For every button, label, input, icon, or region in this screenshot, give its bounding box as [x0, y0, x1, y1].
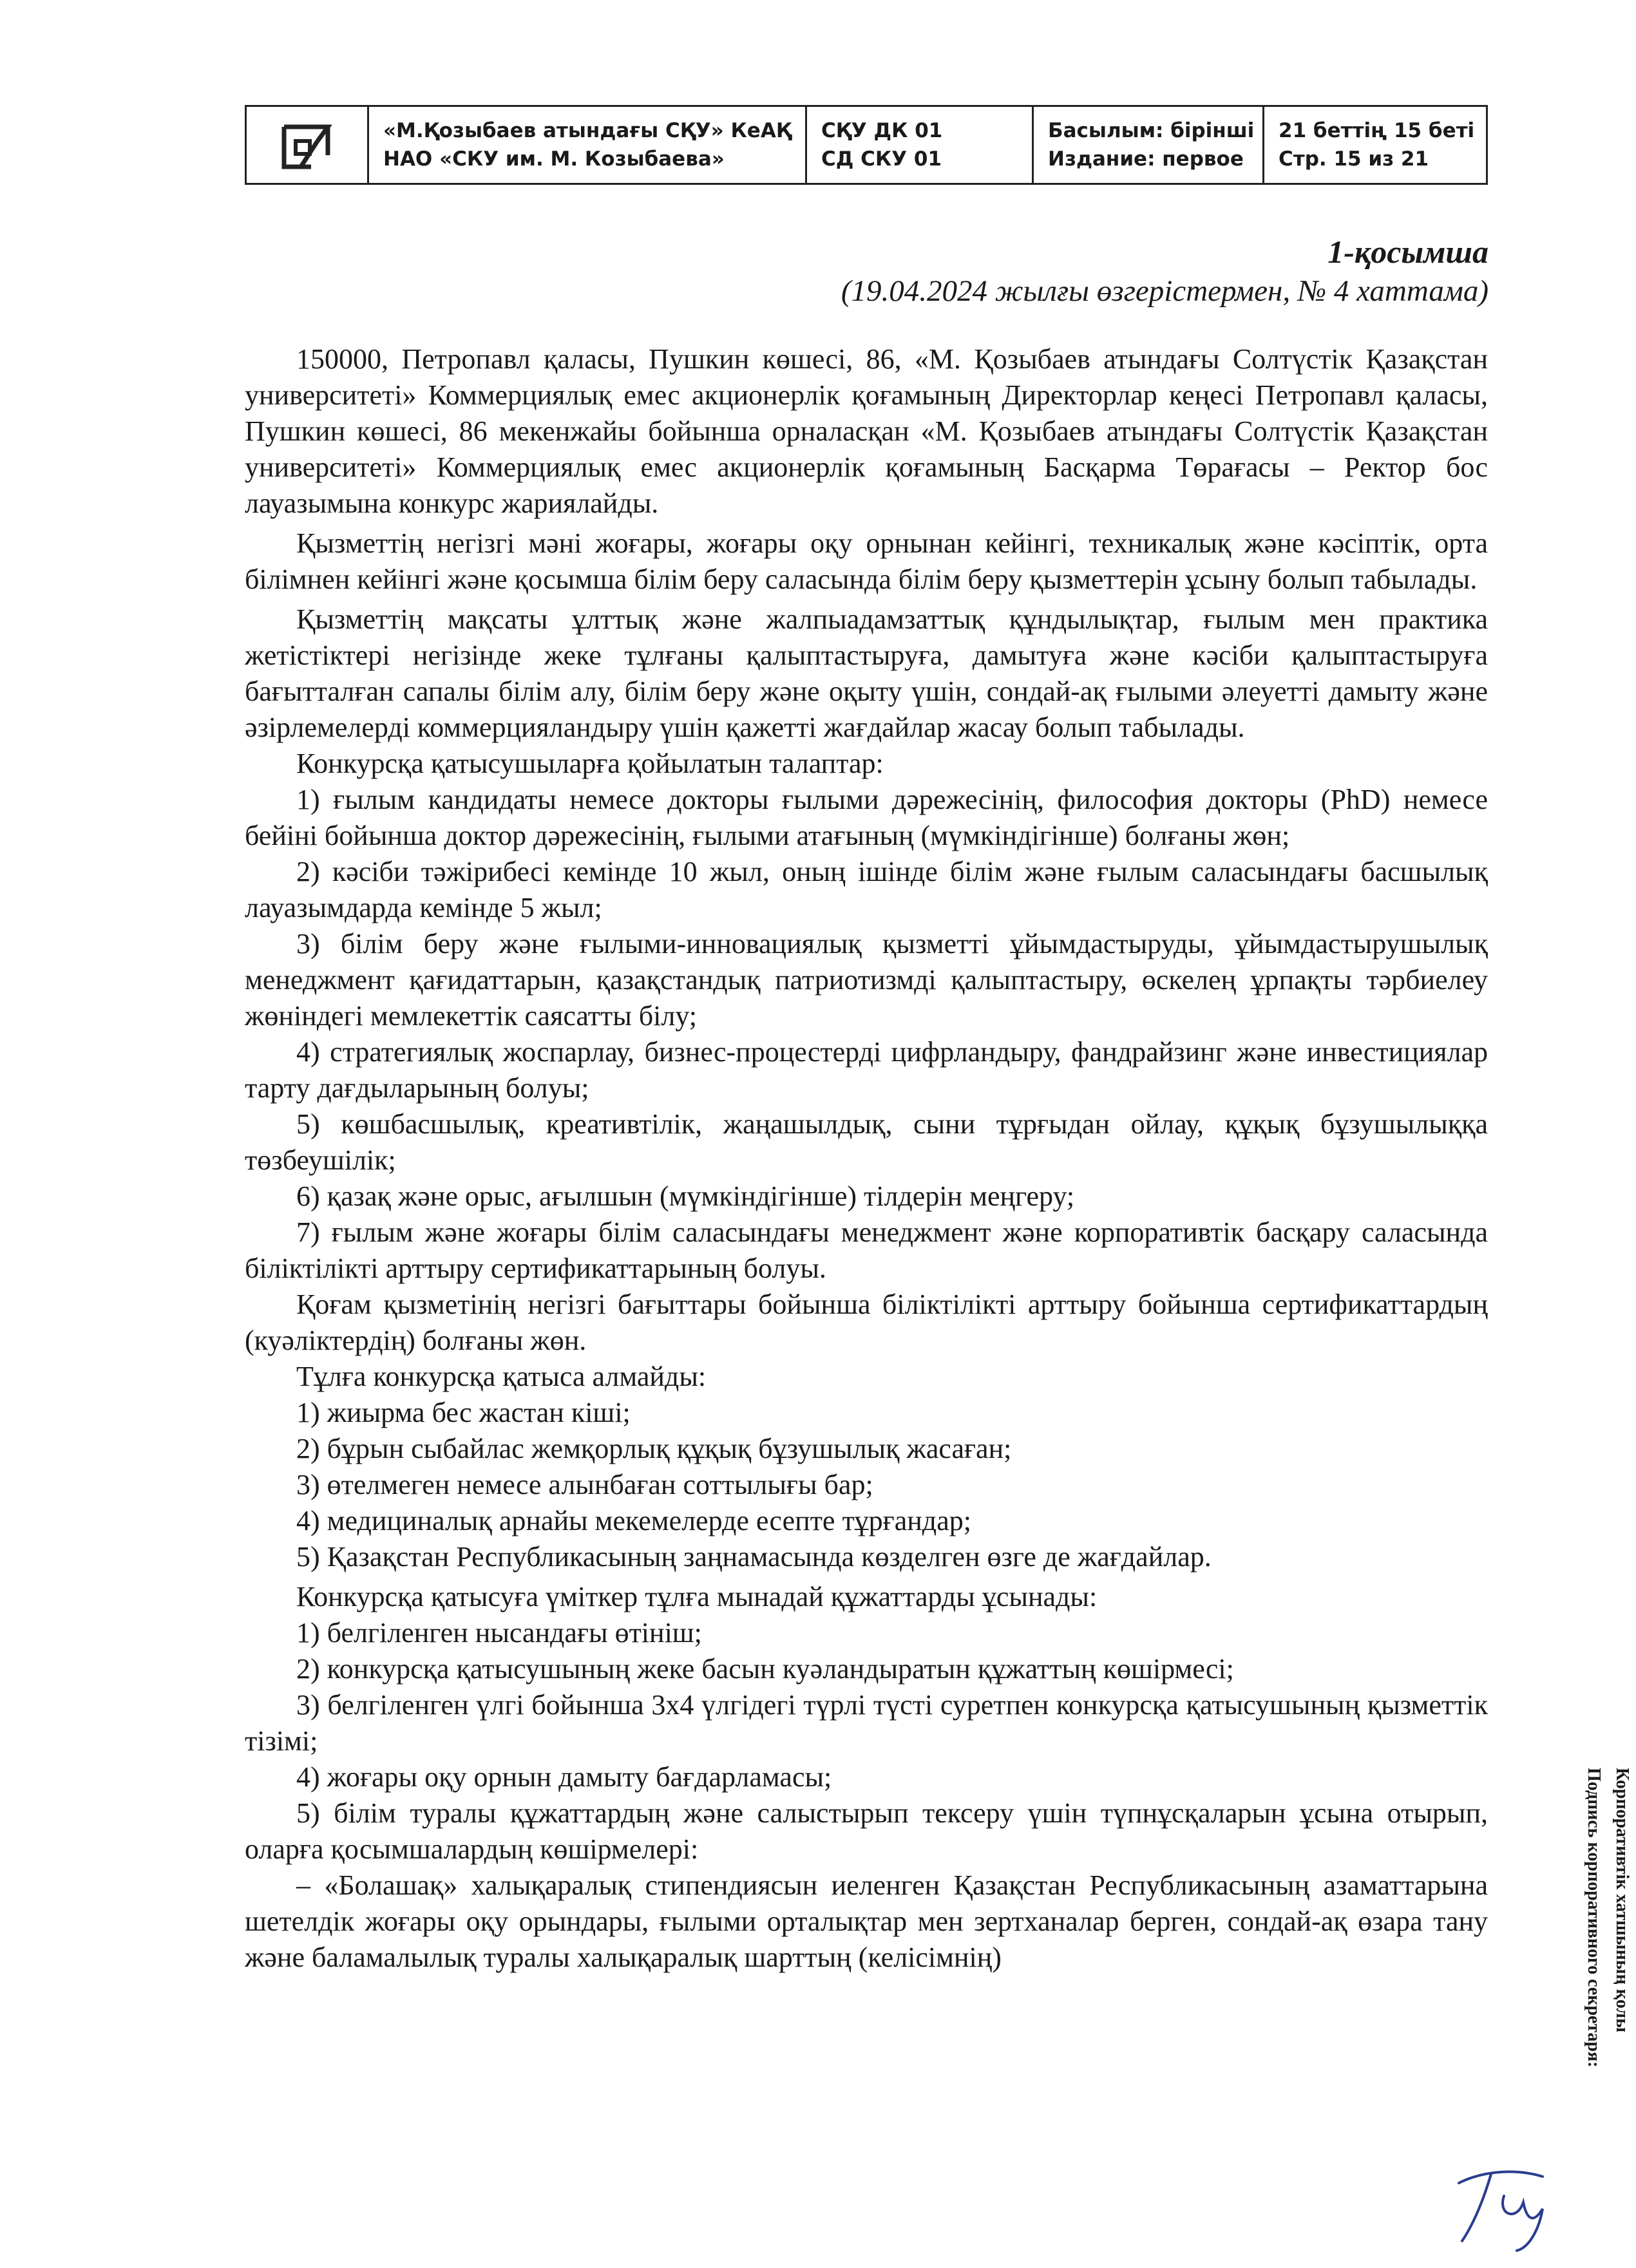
list-item-dash: – «Болашақ» халықаралық стипендиясын иеленген Қазақстан Республикасының азаматтарына шетелдік жоғары оқу орындары, ғылыми орталықтар мен зертханалар берген, сондай-ақ өзара тану және баламалылық туралы халықаралық шарттың (келісімнің) [245, 1869, 1488, 1973]
secretary-caption-kz: Корпоративтік хатшының қолы [1612, 1768, 1632, 2033]
annex-title: 1-қосымша [1327, 234, 1489, 270]
documents-heading: Конкурсқа қатысуға үміткер тұлға мынадай құжаттарды ұсынады: [296, 1581, 1098, 1612]
document-code-kz: СҚУ ДК 01 [821, 119, 943, 142]
list-item: 1) ғылым кандидаты немесе докторы ғылыми дәрежесінің, философия докторы (PhD) немесе бейіні бойынша доктор дәрежесінің, ғылыми атағының (мүмкіндігінше) болғаны жөн; [245, 784, 1488, 851]
secretary-caption-ru: Подпись корпоративного секретаря: [1584, 1768, 1604, 2068]
secretary-signature-caption [1559, 1768, 1636, 2068]
paragraph-announcement: 150000, Петропавл қаласы, Пушкин көшесі, 86, «М. Қозыбаев атындағы Солтүстік Қазақстан университеті» Коммерциялық емес акционерлік қоғамының Директорлар кеңесі Петропавл қаласы, Пушкин көшесі, 86 мекенжайы бойынша орналасқан «М. Қозыбаев атындағы Солтүстік Қазақстан университеті» Коммерциялық емес акционерлік қоғамының Басқарма Төрағасы – Ректор бос лауазымына конкурс жариялайды. [245, 343, 1488, 519]
list-item: 4) медициналық арнайы мекемелерде есепте тұрғандар; [296, 1505, 971, 1536]
edition-cell [1034, 107, 1264, 183]
annex-subtitle: (19.04.2024 жылғы өзгерістермен, № 4 хаттама) [841, 274, 1489, 308]
requirements-heading: Конкурсқа қатысушыларға қойылатын талаптар: [296, 748, 884, 779]
university-logo-icon [278, 115, 337, 175]
exclusions-heading: Тұлға конкурсқа қатыса алмайды: [296, 1361, 707, 1392]
document-body [245, 341, 1488, 1976]
document-header-table [245, 105, 1488, 185]
list-item: 6) қазақ және орыс, ағылшын (мүмкіндігінше) тілдерін меңгеру; [296, 1180, 1075, 1212]
list-item: 5) Қазақстан Республикасының заңнамасында көзделген өзге де жағдайлар. [296, 1541, 1212, 1573]
handwritten-signature-icon [1446, 2157, 1562, 2254]
edition-ru: Издание: первое [1048, 147, 1244, 171]
list-item: 3) өтелмеген немесе алынбаған соттылығы бар; [296, 1469, 873, 1500]
page-number-ru: Стр. 15 из 21 [1279, 147, 1429, 171]
list-item: 4) стратегиялық жоспарлау, бизнес-процестерді цифрландыру, фандрайзинг және инвестициялар тарту дағдыларының болуы; [245, 1036, 1488, 1104]
list-item: 5) білім туралы құжаттардың және салыстырып тексеру үшін түпнұсқаларын ұсына отырып, оларға қосымшалардың көшірмелері: [245, 1797, 1488, 1865]
list-item: 1) жиырма бес жастан кіші; [296, 1397, 631, 1428]
list-item: 3) белгіленген үлгі бойынша 3х4 үлгідегі түрлі түсті суретпен конкурсқа қатысушының қызметтік тізімі; [245, 1689, 1488, 1757]
document-code-ru: СД СКУ 01 [821, 147, 942, 171]
organization-name-kz: «М.Қозыбаев атындағы СҚУ» КеАҚ [383, 119, 792, 142]
list-item: 7) ғылым және жоғары білім саласындағы менеджмент және корпоративтік басқару саласында біліктілікті арттыру сертификаттарының болуы. [245, 1216, 1488, 1284]
paragraph-certificates: Қоғам қызметінің негізгі бағыттары бойынша біліктілікті арттыру бойынша сертификаттардың (куәліктердің) болғаны жөн. [245, 1289, 1488, 1356]
page-number-kz: 21 беттің 15 беті [1279, 119, 1475, 142]
organization-cell [369, 107, 807, 183]
paragraph-activity-subject: Қызметтің негізгі мәні жоғары, жоғары оқу орнынан кейінгі, техникалық және кәсіптік, орта білімнен кейінгі және қосымша білім беру саласында білім беру қызметтерін ұсыну болып табылады. [245, 527, 1488, 595]
logo-cell [247, 107, 369, 183]
document-code-cell [807, 107, 1034, 183]
organization-name-ru: НАО «СКУ им. М. Козыбаева» [383, 147, 725, 171]
page-number-cell [1264, 107, 1486, 183]
list-item: 1) белгіленген нысандағы өтініш; [296, 1617, 702, 1649]
list-item: 5) көшбасшылық, креативтілік, жаңашылдық, сыни тұрғыдан ойлау, құқық бұзушылыққа төзбеушілік; [245, 1108, 1488, 1176]
list-item: 3) білім беру және ғылыми-инновациялық қызметті ұйымдастыруды, ұйымдастырушылық менеджмент қағидаттарын, қазақстандық патриотизмді қалыптастыру, өскелең ұрпақты тәрбиелеу жөніндегі мемлекеттік саясатты білу; [245, 928, 1488, 1032]
list-item: 2) кәсіби тәжірибесі кемінде 10 жыл, оның ішінде білім және ғылым саласындағы басшылық лауазымдарда кемінде 5 жыл; [245, 856, 1488, 923]
list-item: 4) жоғары оқу орнын дамыту бағдарламасы; [296, 1761, 832, 1793]
list-item: 2) бұрын сыбайлас жемқорлық құқық бұзушылық жасаған; [296, 1433, 1012, 1464]
list-item: 2) конкурсқа қатысушының жеке басын куәландыратын құжаттың көшірмесі; [296, 1653, 1234, 1685]
edition-kz: Басылым: бірінші [1048, 119, 1255, 142]
paragraph-activity-goal: Қызметтің мақсаты ұлттық және жалпыадамзаттық құндылықтар, ғылым мен практика жетістіктері негізінде жеке тұлғаны қалыптастыруға, дамытуға және кәсіби қалыптастыруға бағытталған сапалы білім алу, білім беру және оқыту үшін, сондай-ақ ғылыми әлеуетті дамыту және әзірлемелерді коммерцияландыру үшін қажетті жағдайлар жасау болып табылады. [245, 603, 1488, 743]
